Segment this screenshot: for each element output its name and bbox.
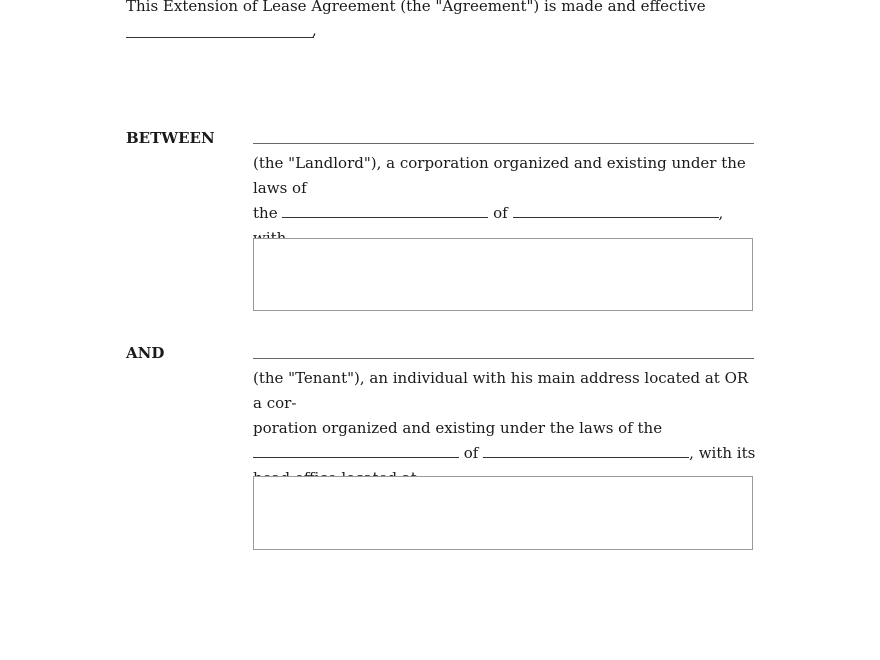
tenant-with-text: , with its (689, 444, 756, 462)
landlord-name-field[interactable] (253, 143, 754, 144)
date-comma: , (312, 21, 317, 39)
tenant-line-2: poration organized and existing under the laws of the (253, 419, 663, 437)
landlord-the-text: the (253, 204, 278, 222)
tenant-jurisdiction-field[interactable] (253, 441, 459, 458)
tenant-of-text: of (463, 444, 479, 462)
tenant-address-box[interactable] (253, 476, 753, 550)
tenant-line-1: (the "Tenant"), an individual with his main address located at OR a cor- (253, 369, 749, 412)
landlord-jurisdiction-field[interactable] (282, 201, 488, 218)
tenant-line-3 (253, 441, 758, 466)
landlord-with-text: , (718, 204, 724, 222)
landlord-line-1: (the "Landlord"), a corporation organized and existing under the laws of (253, 154, 746, 197)
effective-date-field[interactable] (126, 21, 314, 38)
intro-text: This Extension of Lease Agreement (the "Agreement") is made and effective (126, 0, 706, 15)
tenant-paragraph (253, 366, 758, 491)
between-label: BETWEEN (126, 129, 215, 147)
landlord-of-text: of (493, 204, 508, 222)
tenant-state-field[interactable] (483, 441, 689, 458)
tenant-name-field[interactable] (253, 358, 754, 359)
and-label: AND (126, 344, 165, 362)
landlord-state-field[interactable] (513, 201, 719, 218)
landlord-address-box[interactable] (253, 238, 753, 311)
